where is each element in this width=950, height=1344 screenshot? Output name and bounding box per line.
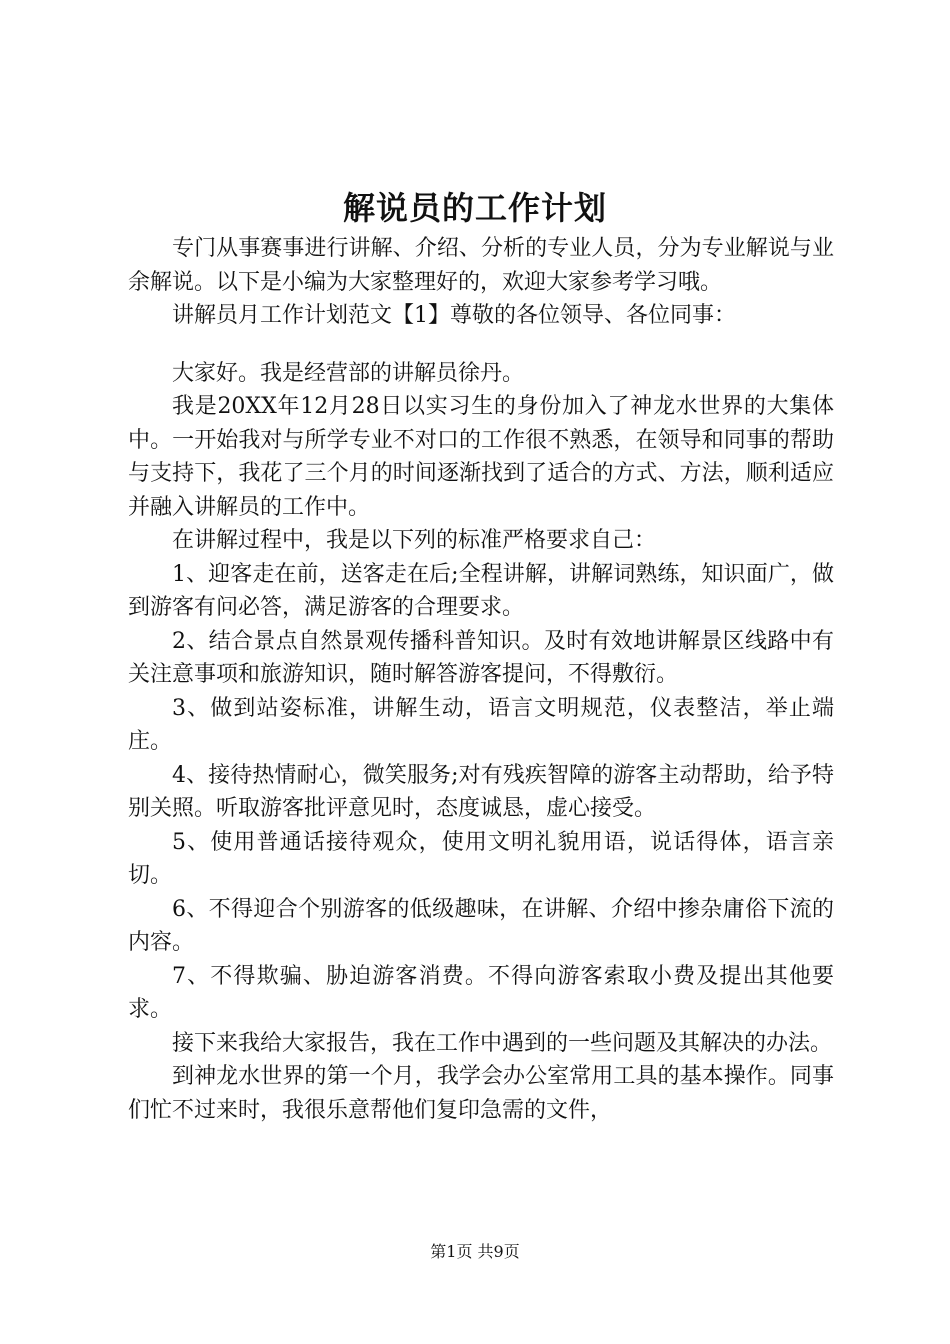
paragraph-item-3: 3、做到站姿标准，讲解生动，语言文明规范，仪表整洁，举止端庄。	[128, 695, 834, 754]
paragraph-background: 我是20XX年12月28日以实习生的身份加入了神龙水世界的大集体中。一开始我对与所学专业不对口的工作很不熟悉，在领导和同事的帮助与支持下，我花了三个月的时间逐渐找到了适合的方式、方法，顺利适应并融入讲解员的工作中。	[128, 394, 834, 520]
paragraph-intro: 专门从事赛事进行讲解、介绍、分析的专业人员，分为专业解说与业余解说。以下是小编为大家整理好的，欢迎大家参考学习哦。	[128, 236, 834, 295]
paragraph-item-4: 4、接待热情耐心，微笑服务;对有残疾智障的游客主动帮助，给予特别关照。听取游客批评意见时，态度诚恳，虚心接受。	[128, 762, 834, 821]
paragraph-item-2: 2、结合景点自然景观传播科普知识。及时有效地讲解景区线路中有关注意事项和旅游知识，随时解答游客提问，不得敷衍。	[128, 628, 834, 687]
paragraph-problems-lead: 接下来我给大家报告，我在工作中遇到的一些问题及其解决的办法。	[172, 1030, 833, 1056]
paragraph-item-1: 1、迎客走在前，送客走在后;全程讲解，讲解词熟练，知识面广，做到游客有问必答，满足游客的合理要求。	[128, 561, 834, 620]
paragraph-self-intro: 大家好。我是经营部的讲解员徐丹。	[172, 360, 525, 386]
document-body	[128, 232, 834, 1127]
document-title: 解说员的工作计划	[342, 189, 607, 227]
paragraph-item-7: 7、不得欺骗、胁迫游客消费。不得向游客索取小费及提出其他要求。	[128, 963, 834, 1022]
paragraph-item-6: 6、不得迎合个别游客的低级趣味，在讲解、介绍中掺杂庸俗下流的内容。	[128, 896, 834, 955]
paragraph-greeting: 讲解员月工作计划范文【1】尊敬的各位领导、各位同事：	[172, 303, 736, 328]
page-footer: 第1页 共9页	[430, 1242, 520, 1261]
paragraph-item-5: 5、使用普通话接待观众，使用文明礼貌用语，说话得体，语言亲切。	[128, 829, 834, 888]
paragraph-standards-lead: 在讲解过程中，我是以下列的标准严格要求自己：	[172, 528, 657, 553]
paragraph-first-month: 到神龙水世界的第一个月，我学会办公室常用工具的基本操作。同事们忙不过来时，我很乐意帮他们复印急需的文件，	[128, 1064, 834, 1123]
